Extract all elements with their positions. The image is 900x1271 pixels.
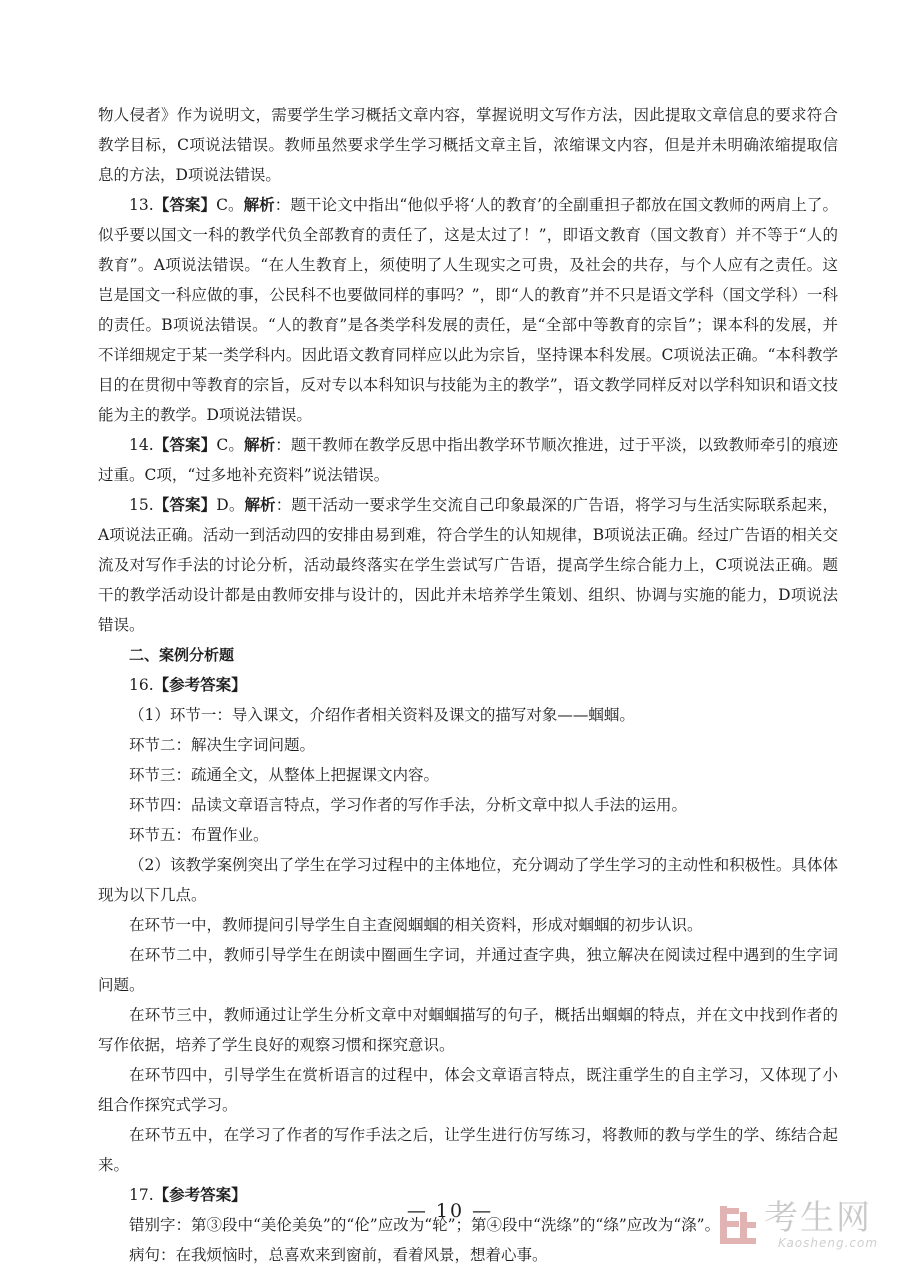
section-title: 二、案例分析题: [129, 646, 235, 664]
q16-line: 环节五：布置作业。: [129, 826, 269, 844]
question-number: 16.: [129, 676, 154, 694]
answer-letter: C。: [216, 196, 244, 214]
analysis-label: 解析: [244, 495, 276, 514]
q16-line: 在环节四中，引导学生在赏析语言的过程中，体会文章语言特点，既注重学生的自主学习，又体现了小组合作探究式学习。: [98, 1066, 838, 1114]
answer-letter: C。: [216, 436, 244, 454]
answer-tag: 【答案】: [153, 496, 217, 514]
q16-line: 在环节二中，教师引导学生在朗读中圈画生字词，并通过查字典，独立解决在阅读过程中遇到的生字词问题。: [98, 946, 838, 994]
analysis-label: 解析: [243, 435, 276, 454]
q16-line: 环节四：品读文章语言特点，学习作者的写作手法，分析文章中拟人手法的运用。: [129, 796, 688, 814]
paragraph-q12-continuation: 物人侵者》作为说明文，需要学生学习概括文章内容，掌握说明文写作方法，因此提取文章信息的要求符合教学目标，C项说法错误。教师虽然要求学生学习概括文章主旨，浓缩课文内容，但是并未明确浓缩提取信息的方法，D项说法错误。: [98, 106, 838, 184]
q17-line: 错别字：第③段中“美伦美奂”的“伦”应改为“轮”；第④段中“洗绦”的“绦”应改为“涤”。: [129, 1216, 721, 1234]
answer-content: [98, 100, 838, 1270]
reference-answer-tag: 【参考答案】: [153, 676, 247, 694]
question-number: 14.: [129, 436, 154, 454]
kaosheng-logo-icon: [718, 1202, 758, 1248]
answer-tag: 【答案】: [153, 196, 217, 214]
answer-letter: D。: [216, 496, 245, 514]
question-number: 13.: [129, 196, 154, 214]
q16-line: （2）该教学案例突出了学生在学习过程中的主体地位，充分调动了学生学习的主动性和积极性。具体体现为以下几点。: [98, 856, 838, 904]
answer-tag: 【答案】: [153, 436, 217, 454]
question-number: 17.: [129, 1186, 154, 1204]
q16-line: 在环节五中，在学习了作者的写作手法之后，让学生进行仿写练习，将教师的教与学生的学、练结合起来。: [98, 1126, 838, 1174]
analysis-text: ：题干教师在教学反思中指出教学环节顺次推进，过于平淡，以致教师牵引的痕迹过重。C项，“过多地补充资料”说法错误。: [98, 436, 838, 484]
answer-item-16-header: [98, 670, 838, 700]
q16-line: 环节二：解决生字词问题。: [129, 736, 316, 754]
page-number: — 10 —: [406, 1200, 494, 1222]
analysis-label: 解析: [243, 195, 275, 214]
q16-line: 环节三：疏通全文，从整体上把握课文内容。: [129, 766, 440, 784]
q16-line: 在环节三中，教师通过让学生分析文章中对蝈蝈描写的句子，概括出蝈蝈的特点，并在文中找到作者的写作依据，培养了学生良好的观察习惯和探究意识。: [98, 1006, 838, 1054]
watermark-domain: Kaosheng.com: [778, 1236, 879, 1250]
answer-item-14: [98, 430, 838, 490]
analysis-text: ：题干活动一要求学生交流自己印象最深的广告语，将学习与生活实际联系起来，A项说法正确。活动一到活动四的安排由易到难，符合学生的认知规律，B项说法正确。经过广告语的相关交流及对写作手法的讨论分析，活动最终落实在学生尝试写广告语，提高学生综合能力上，C项说法正确。题干的教学活动设计都是由教师安排与设计的，因此并未培养学生策划、组织、协调与实施的能力，D项说法错误。: [98, 496, 838, 634]
watermark: [718, 1198, 888, 1258]
question-number: 15.: [129, 496, 154, 514]
q17-line: 病句：在我烦恼时，总喜欢来到窗前，看着风景，想着心事。: [129, 1246, 548, 1264]
q16-line: 在环节一中，教师提问引导学生自主查阅蝈蝈的相关资料，形成对蝈蝈的初步认识。: [129, 916, 703, 934]
answer-item-13: [98, 190, 838, 430]
answer-item-15: [98, 490, 838, 640]
reference-answer-tag: 【参考答案】: [153, 1186, 247, 1204]
analysis-text: ：题干论文中指出“他似乎将‘人的教育’的全副重担子都放在国文教师的两肩上了。似乎要以国文一科的教学代负全部教育的责任了，这是太过了！”，即语文教育（国文教育）并不等于“人的教育”。A项说法错误。“在人生教育上，须使明了人生现实之可贵，及社会的共存，与个人应有之责任。这岂是国文一科应做的事，公民科不也要做同样的事吗？”，即“人的教育”并不只是语文学科（国文学科）一科的责任。B项说法错误。“人的教育”是各类学科发展的责任，是“全部中等教育的宗旨”；课本科的发展，并不详细规定于某一类学科内。因此语文教育同样应以此为宗旨，坚持课本科发展。C项说法正确。“本科教学目的在贯彻中等教育的宗旨，反对专以本科知识与技能为主的教学”，语文教学同样反对以学科知识和语文技能为主的教学。D项说法错误。: [98, 196, 838, 424]
watermark-brand: 考生网: [764, 1198, 872, 1238]
q16-line: （1）环节一：导入课文，介绍作者相关资料及课文的描写对象——蝈蝈。: [129, 706, 635, 724]
